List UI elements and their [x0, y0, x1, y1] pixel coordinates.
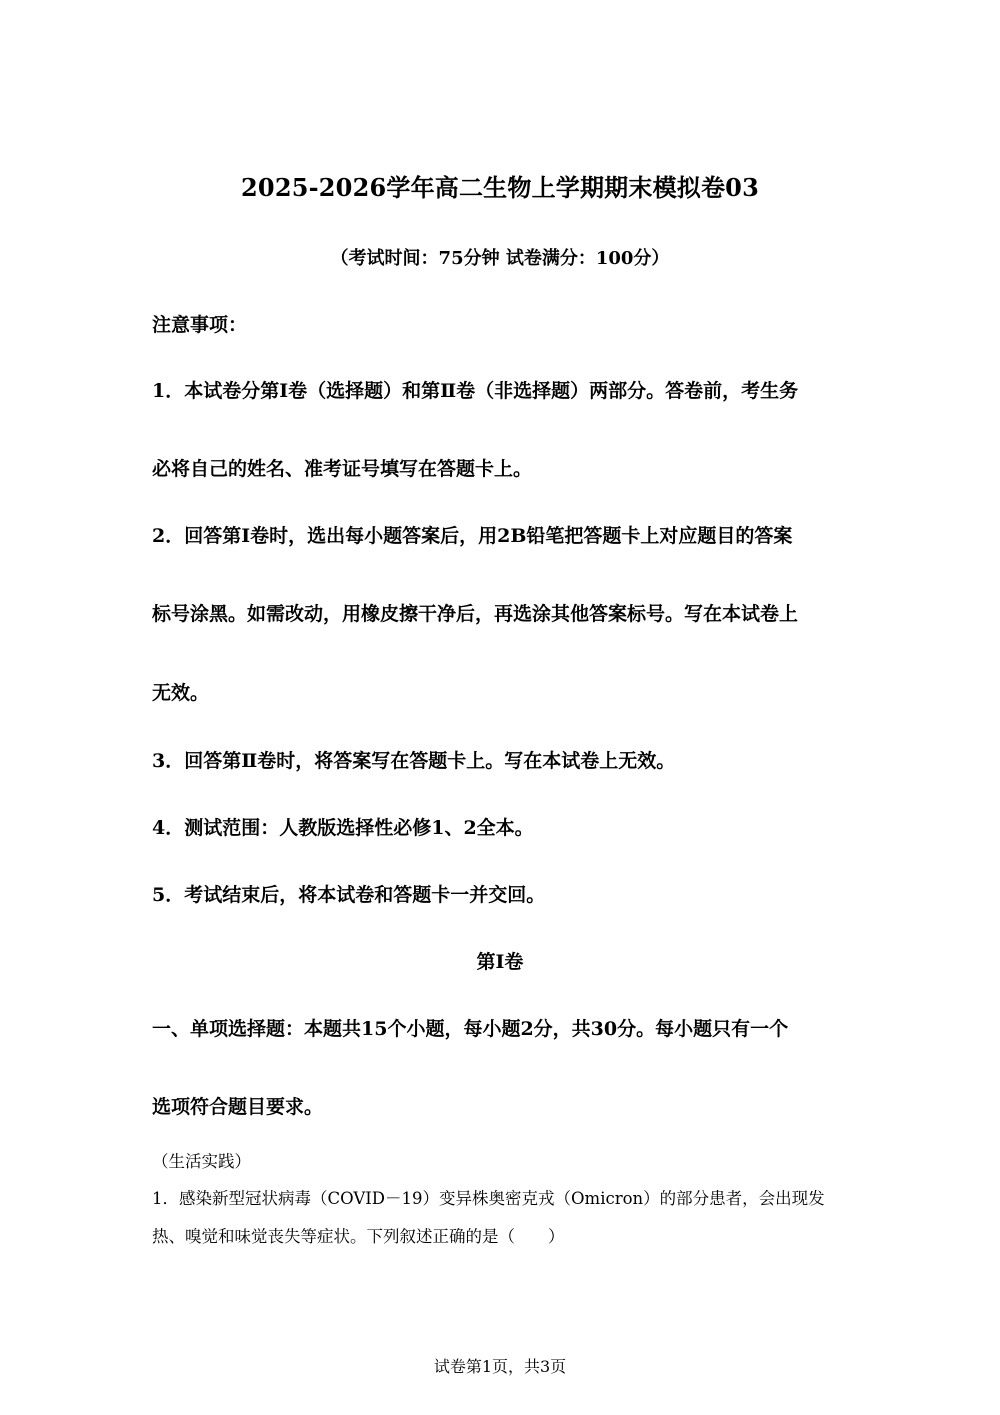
- note-line: 3．回答第Ⅱ卷时，将答案写在答题卡上。写在本试卷上无效。: [152, 750, 676, 772]
- notes-heading: 注意事项：: [152, 314, 248, 336]
- note-line: 4．测试范围：人教版选择性必修1、2全本。: [152, 817, 534, 839]
- section-instruction: 选项符合题目要求。: [152, 1096, 324, 1118]
- note-line: 必将自己的姓名、准考证号填写在答题卡上。: [152, 458, 533, 480]
- exam-title: 2025-2026学年高二生物上学期期末模拟卷03: [241, 173, 759, 202]
- note-line: 标号涂黑。如需改动，用橡皮擦干净后，再选涂其他答案标号。写在本试卷上: [152, 603, 799, 625]
- note-line: 无效。: [152, 682, 210, 704]
- volume-title: 第Ⅰ卷: [476, 951, 524, 973]
- note-line: 2．回答第Ⅰ卷时，选出每小题答案后，用2B铅笔把答题卡上对应题目的答案: [152, 525, 793, 547]
- page-footer: 试卷第1页，共3页: [433, 1357, 567, 1376]
- exam-subtitle: （考试时间：75分钟 试卷满分：100分）: [330, 248, 670, 269]
- note-line: 1．本试卷分第Ⅰ卷（选择题）和第Ⅱ卷（非选择题）两部分。答卷前，考生务: [152, 380, 799, 402]
- question-text: 1．感染新型冠状病毒（COVID－19）变异株奥密克戎（Omicron）的部分患者，会出现发: [152, 1189, 825, 1208]
- question-text: 热、嗅觉和味觉丧失等症状。下列叙述正确的是（ ）: [152, 1227, 565, 1246]
- section-instruction: 一、单项选择题：本题共15个小题，每小题2分，共30分。每小题只有一个: [152, 1018, 789, 1040]
- note-line: 5．考试结束后，将本试卷和答题卡一并交回。: [152, 884, 546, 906]
- question-category: （生活实践）: [152, 1152, 251, 1171]
